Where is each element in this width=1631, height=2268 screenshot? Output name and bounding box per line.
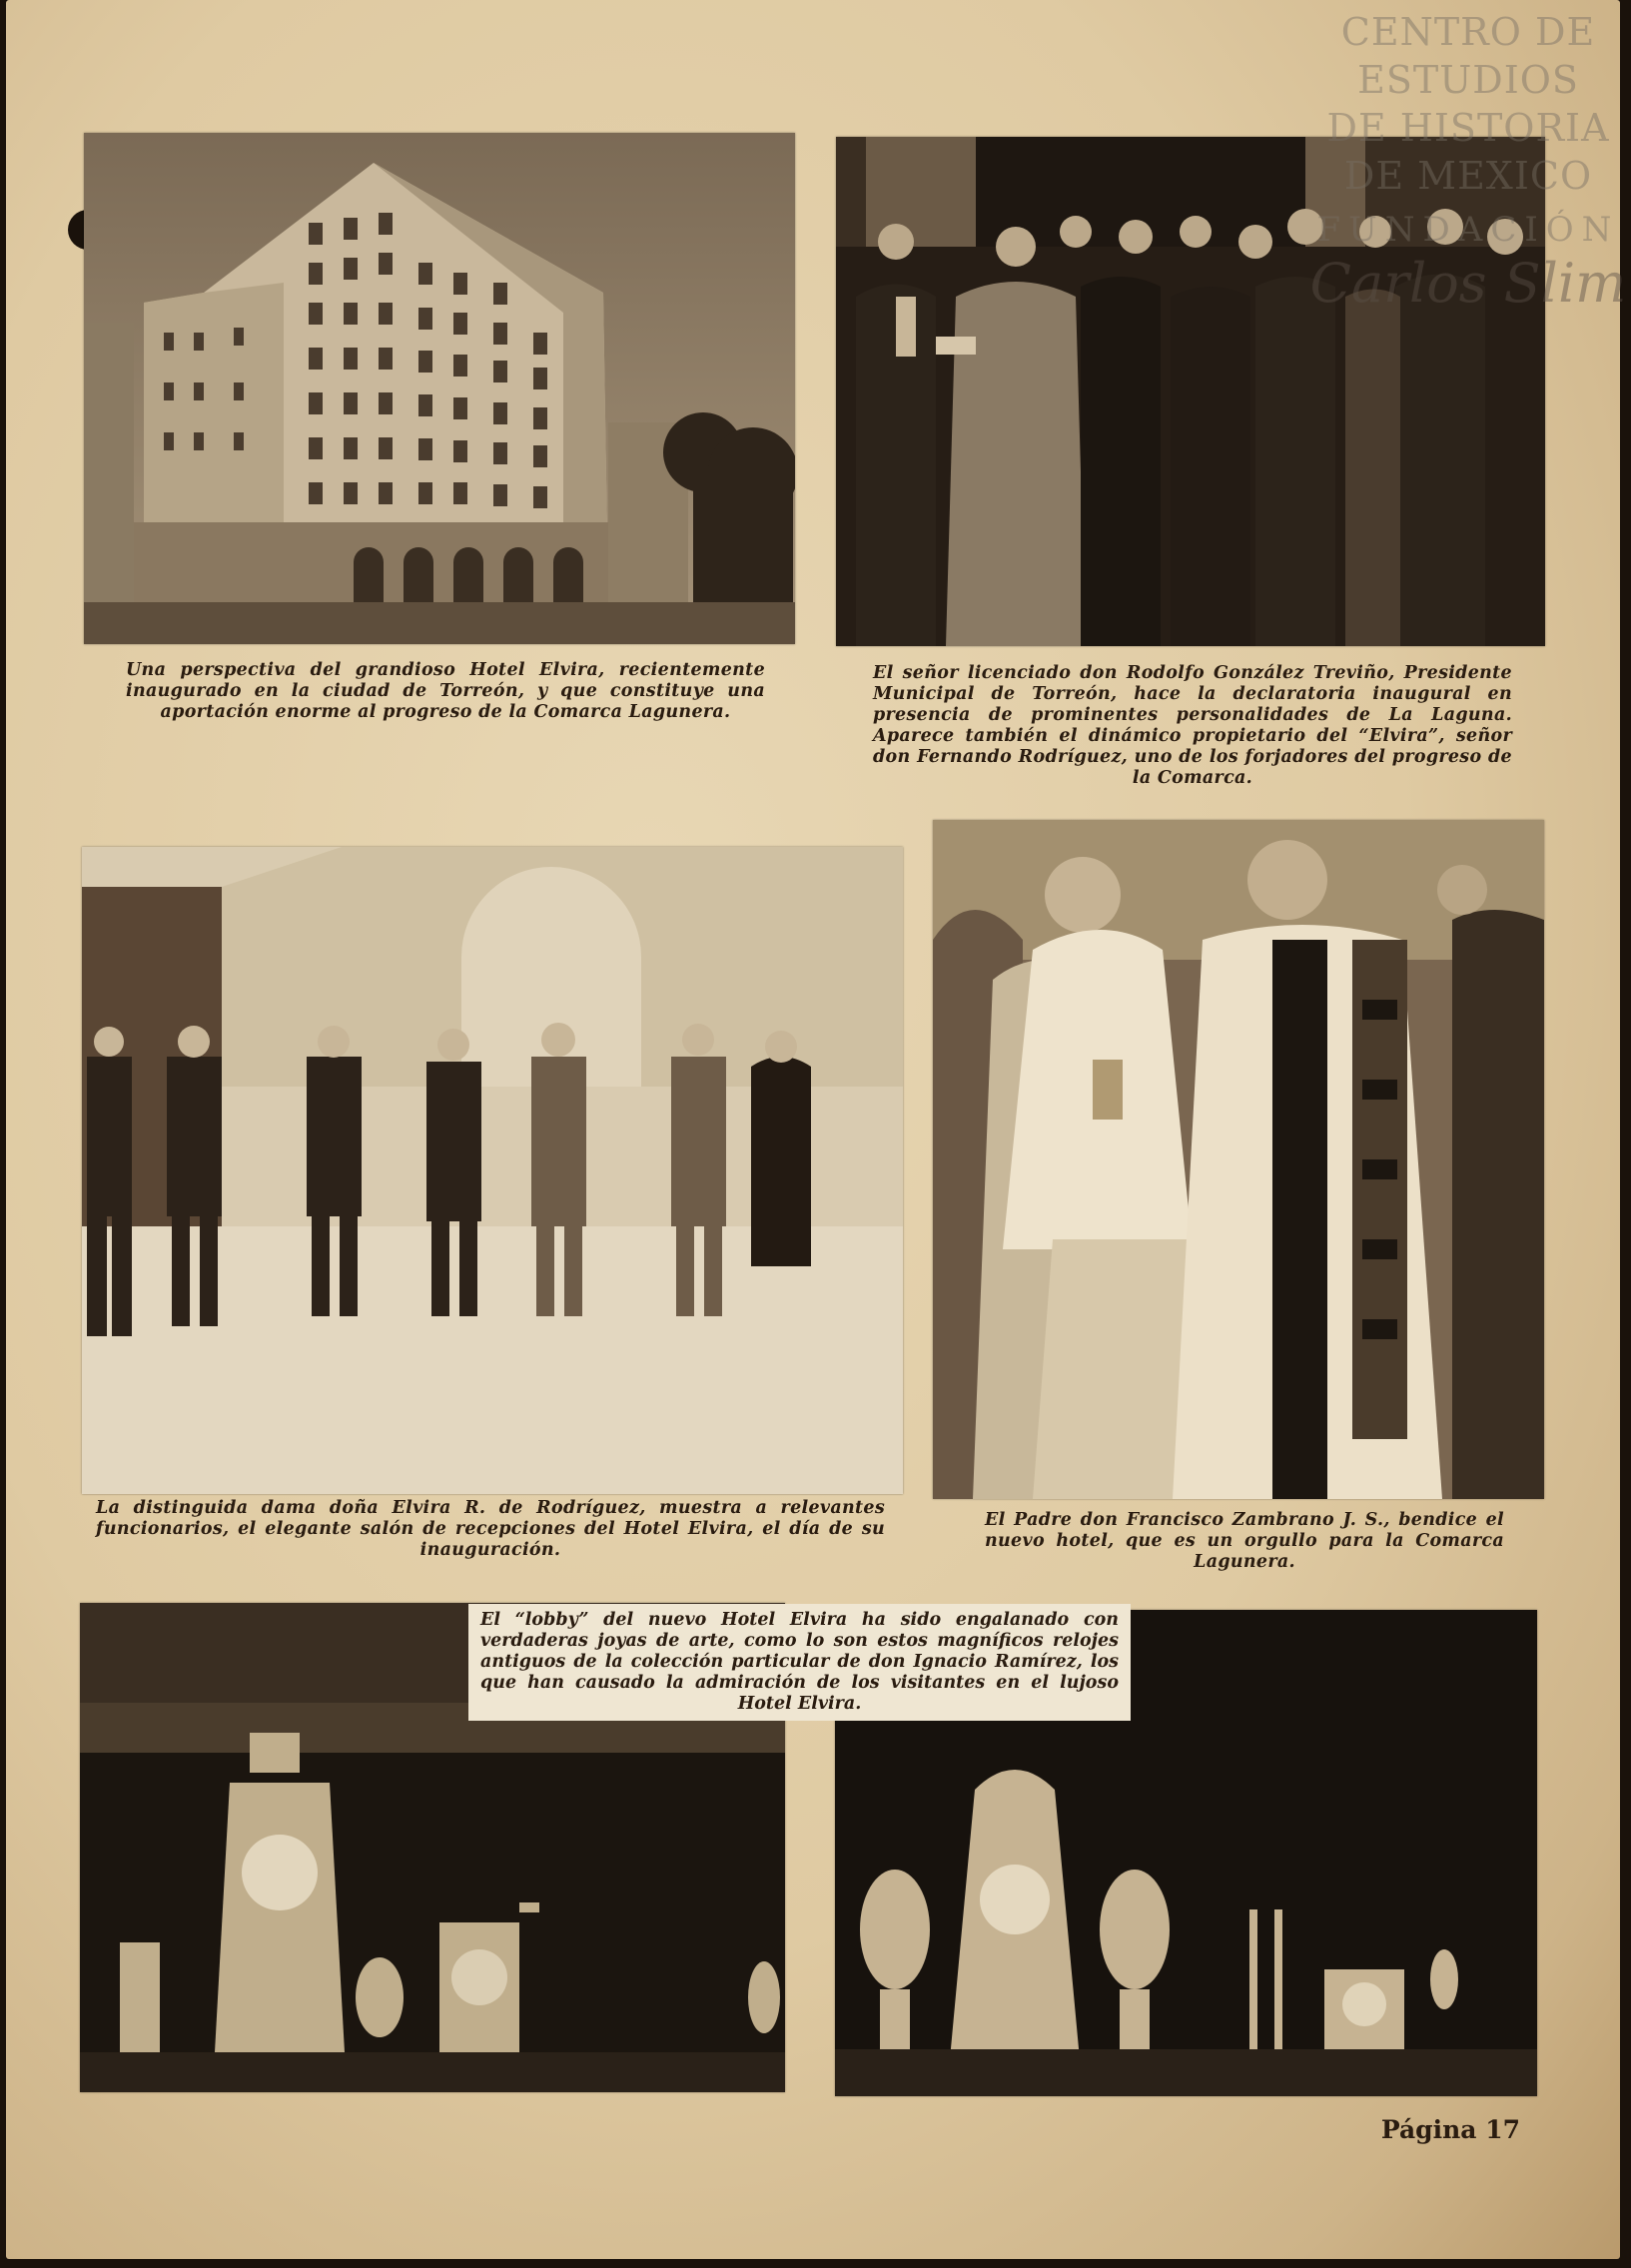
caption-lobby: El “lobby” del nuevo Hotel Elvira ha sido engalanado con verdaderas joyas de arte, como lo son estos magníficos relojes antiguos de la colección particular de don Ignacio Ramírez, los que han causado la admiración de los visitantes en el lujoso Hotel Elvira. — [468, 1604, 1131, 1721]
page-number: Página 17 — [1380, 2115, 1520, 2144]
photo-blessing — [933, 820, 1544, 1499]
watermark — [1308, 0, 1628, 399]
watermark-line: ESTUDIOS — [1357, 58, 1579, 102]
watermark-line: FUNDACIÓN — [1316, 210, 1620, 250]
caption-inauguration: El señor licenciado don Rodolfo González Treviño, Presidente Municipal de Torreón, hace la declaratoria inaugural en presencia de prominentes personalidades de La Laguna. Aparece también el dinámico propietario del “Elvira”, señor don Fernando Rodríguez, uno de los forjadores del progreso de la Comarca. — [873, 663, 1512, 788]
caption-hotel-exterior: Una perspectiva del grandioso Hotel Elvira, recientemente inaugurado en la ciudad de Torreón, y que constituye una aportación enorme al progreso de la Comarca Lagunera. — [126, 660, 765, 722]
caption-blessing: El Padre don Francisco Zambrano J. S., bendice el nuevo hotel, que es un orgullo para la Comarca Lagunera. — [985, 1510, 1504, 1572]
watermark-signature: Carlos Slim — [1309, 252, 1627, 315]
photo-reception-hall — [82, 847, 903, 1494]
watermark-line: DE HISTORIA — [1326, 106, 1610, 150]
photo-hotel-exterior — [84, 133, 795, 644]
watermark-line: DE MEXICO — [1343, 154, 1593, 198]
caption-reception-hall: La distinguida dama doña Elvira R. de Rodríguez, muestra a relevantes funcionarios, el elegante salón de recepciones del Hotel Elvira, el día de su inauguración. — [96, 1498, 885, 1560]
watermark-line: CENTRO DE — [1340, 10, 1596, 54]
